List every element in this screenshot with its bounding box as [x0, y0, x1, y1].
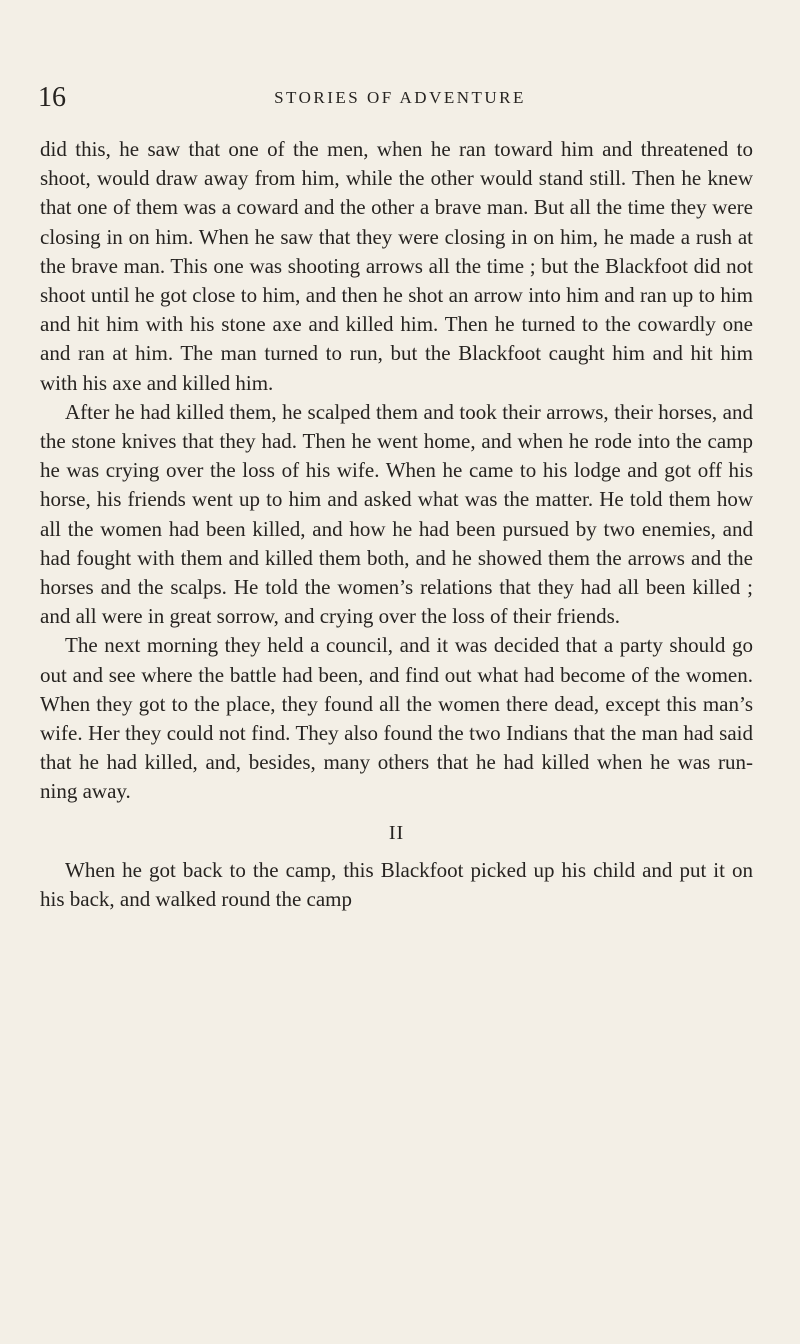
- running-head: STORIES OF ADVENTURE: [274, 88, 526, 107]
- section-number: II: [388, 821, 405, 844]
- body-text: [40, 135, 753, 914]
- section-2-paragraph-1: When he got back to the camp, this Blackfoot picked up his child and put it on his back, and walked round the camp: [40, 857, 753, 911]
- page-header: [0, 80, 800, 116]
- paragraph-3: The next morning they held a council, and it was decided that a party should go out and see where the battle had been, and find out what had become of the women. When they got to the place, they found all the women there dead, except this man’s wife. Her they could not find. They also found the two Indians that the man had said that he had killed, and, besides, many others that he had killed when he was run- ning away.: [40, 633, 753, 804]
- paragraph-1: did this, he saw that one of the men, when he ran toward him and threatened to shoot, would draw away from him, while the other would stand still. Then he knew that one of them was a coward and the other a brave man. But all the time they were closing in on him. When he saw that they were closing in on him, he made a rush at the brave man. This one was shooting arrows all the time ; but the Blackfoot did not shoot until he got close to him, and then he shot an arrow into him and ran up to him and hit him with his stone axe and killed him. Then he turned to the cowardly one and ran at him. The man turned to run, but the Blackfoot caught him and hit him with his axe and killed him.: [40, 137, 753, 395]
- page-number: 16: [38, 82, 66, 113]
- paragraph-2: After he had killed them, he scalped them and took their arrows, their horses, and the stone knives that they had. Then he went home, and when he rode into the camp he was crying over the loss of his wife. When he came to his lodge and got off his horse, his friends went up to him and asked what was the matter. He told them how all the women had been killed, and how he had been pursued by two enemies, and had fought with them and killed them both, and he showed them the arrows and the horses and the scalps. He told the women’s relations that they had all been killed ; and all were in great sorrow, and crying over the loss of their friends.: [40, 399, 753, 629]
